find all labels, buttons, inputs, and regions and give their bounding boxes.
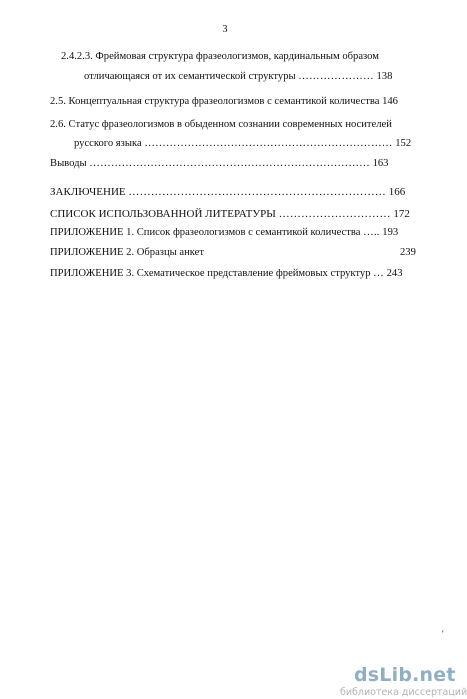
toc-page-number: 239: [400, 247, 416, 258]
toc-entry-title: ПРИЛОЖЕНИЕ 1. Список фразеологизмов с семантикой количества: [50, 227, 361, 238]
toc-entry-2-4-2-3-line2: [84, 70, 392, 84]
toc-entry-title: ПРИЛОЖЕНИЕ 3. Схематическое представление фреймовых структур: [50, 268, 371, 279]
toc-leader-dots: ……………………………………………………………: [144, 138, 393, 149]
toc-page-number: 166: [388, 186, 406, 198]
toc-leader-dots: …………………: [298, 71, 374, 82]
watermark-subtitle: библиотека диссертаций: [340, 687, 467, 698]
toc-leader-dots: ……………………………………………………………: [128, 186, 386, 198]
toc-entry-title: 2.5. Концептуальная структура фразеологизмов с семантикой количества: [50, 96, 380, 107]
toc-entry-literatura: [50, 207, 410, 221]
toc-page-number: 243: [386, 268, 403, 279]
toc-entry-prilozhenie-2: [50, 246, 416, 260]
toc-entry-title: 2.6. Статус фразеологизмов в обыденном сознании современных носителей: [50, 119, 392, 130]
toc-page-number: 138: [376, 71, 393, 82]
toc-entry-title: отличающаяся от их семантической структуры: [84, 71, 296, 82]
scan-mark: ': [442, 629, 444, 639]
toc-entry-title: 2.4.2.3. Фреймовая структура фразеологизмов, кардинальным образом: [61, 51, 379, 62]
toc-entry-zaklyuchenie: [50, 185, 405, 199]
toc-entry-title: ЗАКЛЮЧЕНИЕ: [50, 186, 126, 198]
page-number: 3: [222, 24, 228, 35]
toc-entry-prilozhenie-1: [50, 226, 398, 240]
toc-entry-prilozhenie-3: [50, 267, 403, 281]
toc-entry-2-6-line2: [74, 137, 411, 151]
toc-leader-dots: …..: [363, 227, 380, 238]
toc-entry-title: ПРИЛОЖЕНИЕ 2. Образцы анкет: [50, 247, 204, 258]
toc-page-number: 172: [393, 208, 410, 220]
toc-page-number: 146: [382, 96, 398, 107]
toc-leader-dots: …………………………: [278, 208, 391, 220]
toc-leader-dots: ……………………………………………………………………: [89, 158, 370, 169]
toc-entry-2-5: [50, 95, 398, 109]
watermark-logo: dsLib.net: [354, 664, 456, 686]
toc-page-number: 152: [395, 138, 412, 149]
toc-page-number: 193: [382, 227, 399, 238]
toc-entry-title: русского языка: [74, 138, 142, 149]
toc-entry-vyvody: [50, 157, 388, 171]
toc-entry-2-4-2-3-line1: [61, 50, 379, 64]
toc-entry-title: Выводы: [50, 158, 87, 169]
toc-entry-2-6-line1: [50, 118, 392, 132]
toc-page-number: 163: [372, 158, 389, 169]
toc-leader-dots: …: [373, 268, 384, 279]
toc-entry-title: СПИСОК ИСПОЛЬЗОВАННОЙ ЛИТЕРАТУРЫ: [50, 208, 276, 220]
